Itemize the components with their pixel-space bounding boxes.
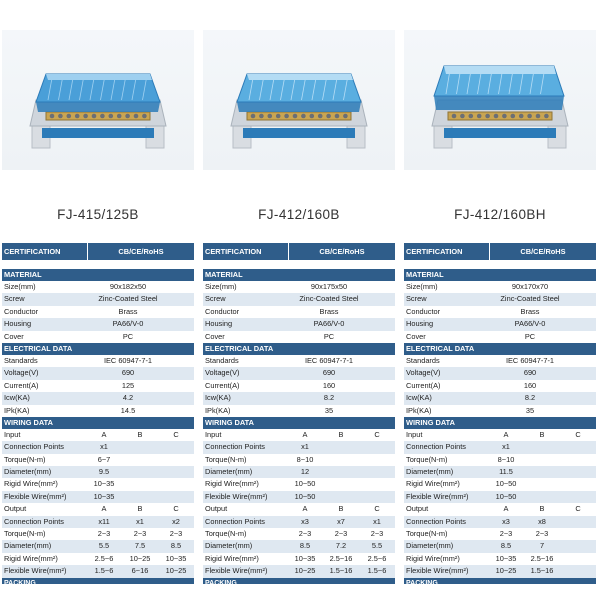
spec-value: 90x182x50 (109, 282, 147, 291)
spec-key: Diameter(mm) (406, 541, 454, 551)
material-row (2, 306, 194, 318)
spec-value: A (302, 429, 308, 439)
spec-value: 8~10 (296, 454, 314, 464)
spec-key: Housing (205, 319, 233, 329)
material-row (404, 306, 596, 318)
model-name: FJ-412/160BH (454, 207, 546, 222)
electrical-row (2, 355, 194, 367)
spec-key: Flexible Wire(mm²) (4, 566, 67, 576)
spec-value: 10~50 (294, 479, 316, 489)
product-photo (404, 30, 596, 170)
spec-key: Voltage(V) (406, 368, 441, 378)
wiring-row (2, 441, 194, 453)
spec-value: Zinc-Coated Steel (299, 294, 359, 304)
model-name: FJ-412/160B (258, 207, 340, 222)
spec-value: 8.2 (323, 393, 335, 403)
spec-key: Input (406, 429, 423, 439)
spec-value: x1 (100, 442, 108, 452)
spec-key: Input (4, 429, 21, 439)
spec-value: 2.5~16 (329, 553, 353, 563)
electrical-row (404, 392, 596, 404)
spec-key: Flexible Wire(mm²) (4, 491, 67, 501)
wiring-header: WIRING DATA (203, 417, 395, 429)
spec-value: 690 (523, 368, 537, 378)
spec-value: B (338, 504, 344, 514)
electrical-header: ELECTRICAL DATA (203, 343, 395, 355)
electrical-row (404, 405, 596, 417)
spec-key: Screw (4, 294, 25, 304)
wiring-row (404, 454, 596, 466)
spec-value: 1.5~16 (530, 566, 554, 576)
material-row (2, 293, 194, 305)
spec-key: Diameter(mm) (4, 541, 52, 551)
spec-value: x1 (136, 516, 144, 526)
product-column (404, 0, 596, 612)
wiring-row (203, 516, 395, 528)
material-row (2, 281, 194, 293)
electrical-row (2, 380, 194, 392)
spec-value: 10~50 (294, 491, 316, 501)
wiring-row (2, 429, 194, 441)
wiring-row (404, 516, 596, 528)
spec-value: 10~50 (495, 479, 517, 489)
spec-key: Current(A) (406, 380, 441, 390)
electrical-row (2, 405, 194, 417)
spec-key: Standards (406, 355, 440, 365)
wiring-row (2, 516, 194, 528)
wiring-row (203, 553, 395, 565)
wiring-row (404, 540, 596, 552)
wiring-row (404, 429, 596, 441)
spec-key: Connection Points (205, 516, 265, 526)
spec-value: 5.5 (98, 541, 110, 551)
wiring-row (404, 553, 596, 565)
spec-value: 90x170x70 (511, 282, 549, 291)
spec-value: C (173, 429, 179, 439)
spec-value: 160 (322, 380, 336, 390)
wiring-row (404, 528, 596, 540)
spec-value: IEC 60947-7-1 (505, 355, 555, 365)
material-row (404, 331, 596, 343)
spec-value: C (575, 429, 581, 439)
spec-value: 160 (523, 380, 537, 390)
spec-key: Torque(N-m) (4, 454, 46, 464)
product-photo (203, 30, 395, 170)
distribution-block-illustration (203, 30, 395, 170)
spec-key: Icw(KA) (406, 393, 432, 403)
packing-header: PACKING (203, 578, 395, 584)
spec-value: 35 (525, 405, 535, 415)
spec-value: 2~3 (169, 529, 183, 539)
spec-value: C (374, 504, 380, 514)
spec-key: Current(A) (4, 380, 39, 390)
electrical-row (203, 405, 395, 417)
wiring-row (2, 553, 194, 565)
material-header: MATERIAL (2, 269, 194, 281)
wiring-row (404, 466, 596, 478)
spec-value: A (101, 504, 107, 514)
material-row (404, 318, 596, 330)
wiring-row (203, 503, 395, 515)
spec-value: 2~3 (298, 529, 312, 539)
spec-value: B (539, 504, 545, 514)
material-header: MATERIAL (203, 269, 395, 281)
wiring-row (203, 491, 395, 503)
spec-value: x8 (538, 516, 546, 526)
spec-value: 1.5~16 (329, 566, 353, 576)
spec-value: Zinc-Coated Steel (98, 294, 158, 304)
spec-key: Rigid Wire(mm²) (406, 479, 460, 489)
spec-value: 1.5~6 (367, 566, 387, 576)
spec-value: 12 (300, 467, 310, 477)
wiring-row (203, 528, 395, 540)
certification-value: CB/CE/RoHS (87, 243, 194, 260)
wiring-row (2, 491, 194, 503)
spec-key: Size(mm) (4, 282, 36, 291)
spec-key: Diameter(mm) (4, 467, 52, 477)
spec-key: Rigid Wire(mm²) (4, 553, 58, 563)
spec-value: 690 (121, 368, 135, 378)
spec-key: Rigid Wire(mm²) (406, 553, 460, 563)
wiring-header: WIRING DATA (404, 417, 596, 429)
wiring-row (203, 454, 395, 466)
spec-value: x1 (301, 442, 309, 452)
spec-value: 125 (121, 380, 135, 390)
spec-value: x1 (373, 516, 381, 526)
wiring-row (2, 454, 194, 466)
wiring-row (404, 491, 596, 503)
wiring-row (203, 478, 395, 490)
spec-value: 10~25 (294, 566, 316, 576)
spec-key: Output (205, 504, 228, 514)
spec-value: 2~3 (334, 529, 348, 539)
wiring-row (404, 565, 596, 577)
spec-key: Connection Points (406, 516, 466, 526)
spec-value: PA66/V-0 (112, 319, 144, 329)
wiring-row (2, 466, 194, 478)
electrical-row (203, 367, 395, 379)
spec-value: x3 (502, 516, 510, 526)
spec-value: C (374, 429, 380, 439)
material-row (203, 318, 395, 330)
spec-value: 6~7 (97, 454, 111, 464)
spec-key: Connection Points (4, 442, 64, 452)
spec-value: 8.2 (524, 393, 536, 403)
spec-key: Conductor (205, 306, 240, 316)
spec-key: Output (4, 504, 27, 514)
spec-key: Voltage(V) (4, 368, 39, 378)
material-row (404, 293, 596, 305)
material-row (203, 331, 395, 343)
material-row (2, 331, 194, 343)
electrical-header: ELECTRICAL DATA (2, 343, 194, 355)
spec-key: Cover (406, 331, 426, 341)
spec-value: 2.5~16 (530, 553, 554, 563)
distribution-block-illustration (404, 30, 596, 170)
spec-value: 7.2 (335, 541, 347, 551)
wiring-row (203, 565, 395, 577)
spec-value: 8.5 (299, 541, 311, 551)
spec-value: B (338, 429, 344, 439)
spec-value: x2 (172, 516, 180, 526)
wiring-header: WIRING DATA (2, 417, 194, 429)
spec-value: PC (323, 331, 335, 341)
spec-key: Cover (205, 331, 225, 341)
spec-value: 14.5 (120, 405, 136, 415)
spec-key: Torque(N-m) (205, 529, 247, 539)
spec-value: Brass (118, 306, 138, 316)
spec-key: Icw(KA) (205, 393, 231, 403)
product-photo (2, 30, 194, 170)
spec-value: 2~3 (370, 529, 384, 539)
spec-key: Size(mm) (205, 282, 237, 291)
spec-key: Torque(N-m) (406, 529, 448, 539)
wiring-row (2, 528, 194, 540)
spec-value: 1.5~6 (94, 566, 114, 576)
spec-value: Brass (520, 306, 540, 316)
electrical-row (203, 355, 395, 367)
spec-value: 4.2 (122, 393, 134, 403)
spec-key: IPk(KA) (205, 405, 231, 415)
electrical-row (2, 392, 194, 404)
spec-value: 9.5 (98, 467, 110, 477)
spec-key: Screw (205, 294, 226, 304)
material-row (404, 281, 596, 293)
wiring-row (404, 441, 596, 453)
spec-key: Output (406, 504, 429, 514)
spec-key: Housing (406, 319, 434, 329)
spec-key: Standards (4, 355, 38, 365)
spec-key: Voltage(V) (205, 368, 240, 378)
spec-value: 8~10 (497, 454, 515, 464)
spec-key: Diameter(mm) (205, 467, 253, 477)
certification-row (404, 243, 596, 260)
spec-key: Rigid Wire(mm²) (4, 479, 58, 489)
distribution-block-illustration (2, 30, 194, 170)
certification-value: CB/CE/RoHS (489, 243, 596, 260)
spec-key: Connection Points (205, 442, 265, 452)
model-name: FJ-415/125B (57, 207, 139, 222)
product-column (203, 0, 395, 612)
spec-value: 10~25 (495, 566, 517, 576)
spec-value: 8.5 (170, 541, 182, 551)
spec-value: Brass (319, 306, 339, 316)
spec-key: Rigid Wire(mm²) (205, 553, 259, 563)
spec-key: Torque(N-m) (4, 529, 46, 539)
spec-value: 5.5 (371, 541, 383, 551)
spec-value: 10~35 (294, 553, 316, 563)
electrical-header: ELECTRICAL DATA (404, 343, 596, 355)
spec-value: Zinc-Coated Steel (500, 294, 560, 304)
spec-value: 2.5~6 (94, 553, 114, 563)
spec-value: IEC 60947-7-1 (103, 355, 153, 365)
spec-value: 2~3 (97, 529, 111, 539)
certification-label: CERTIFICATION (205, 247, 262, 256)
spec-value: PA66/V-0 (514, 319, 546, 329)
spec-key: Flexible Wire(mm²) (406, 491, 469, 501)
spec-key: Rigid Wire(mm²) (205, 479, 259, 489)
spec-value: 2.5~6 (367, 553, 387, 563)
spec-value: 2~3 (133, 529, 147, 539)
spec-key: Conductor (406, 306, 441, 316)
spec-table (203, 243, 395, 584)
spec-value: 2~3 (499, 529, 513, 539)
certification-row (203, 243, 395, 260)
spec-key: Current(A) (205, 380, 240, 390)
spec-value: 2~3 (535, 529, 549, 539)
spec-value: A (503, 504, 509, 514)
spec-value: 10~35 (93, 491, 115, 501)
spec-key: Icw(KA) (4, 393, 30, 403)
electrical-row (404, 380, 596, 392)
certification-label: CERTIFICATION (406, 247, 463, 256)
material-header: MATERIAL (404, 269, 596, 281)
certification-value: CB/CE/RoHS (288, 243, 395, 260)
spec-value: A (101, 429, 107, 439)
wiring-row (203, 466, 395, 478)
spec-key: Connection Points (406, 442, 466, 452)
spec-value: 10~25 (165, 566, 187, 576)
spec-value: x3 (301, 516, 309, 526)
spec-key: Input (205, 429, 222, 439)
spec-key: Torque(N-m) (406, 454, 448, 464)
spec-value: C (575, 504, 581, 514)
material-row (203, 306, 395, 318)
wiring-row (404, 503, 596, 515)
spec-key: Housing (4, 319, 32, 329)
electrical-row (404, 355, 596, 367)
electrical-row (2, 367, 194, 379)
wiring-row (203, 429, 395, 441)
packing-header: PACKING (404, 578, 596, 584)
material-row (2, 318, 194, 330)
spec-key: Flexible Wire(mm²) (406, 566, 469, 576)
spec-value: x1 (502, 442, 510, 452)
wiring-row (2, 503, 194, 515)
spec-value: 6~16 (131, 566, 149, 576)
spec-key: Screw (406, 294, 427, 304)
spec-value: 10~35 (495, 553, 517, 563)
spec-value: 10~25 (129, 553, 151, 563)
spec-key: Standards (205, 355, 239, 365)
spec-value: 690 (322, 368, 336, 378)
spec-value: x11 (98, 516, 110, 526)
spec-value: A (503, 429, 509, 439)
spec-value: x7 (337, 516, 345, 526)
spec-value: 10~50 (495, 491, 517, 501)
spec-key: Flexible Wire(mm²) (205, 491, 268, 501)
spec-value: 10~35 (165, 553, 187, 563)
material-row (203, 293, 395, 305)
spec-value: 8.5 (500, 541, 512, 551)
spec-value: 7.5 (134, 541, 146, 551)
electrical-row (203, 392, 395, 404)
spec-key: Size(mm) (406, 282, 438, 291)
spec-value: C (173, 504, 179, 514)
electrical-row (203, 380, 395, 392)
material-row (203, 281, 395, 293)
spec-value: IEC 60947-7-1 (304, 355, 354, 365)
spec-key: Torque(N-m) (205, 454, 247, 464)
spec-key: IPk(KA) (4, 405, 30, 415)
spec-key: Flexible Wire(mm²) (205, 566, 268, 576)
spec-value: B (137, 504, 143, 514)
spec-value: 10~35 (93, 479, 115, 489)
spec-value: 7 (539, 541, 545, 551)
spec-value: B (137, 429, 143, 439)
spec-key: IPk(KA) (406, 405, 432, 415)
spec-value: 35 (324, 405, 334, 415)
wiring-row (203, 441, 395, 453)
spec-value: B (539, 429, 545, 439)
spec-table (2, 243, 194, 584)
wiring-row (404, 478, 596, 490)
spec-key: Cover (4, 331, 24, 341)
packing-header: PACKING (2, 578, 194, 584)
spec-key: Connection Points (4, 516, 64, 526)
spec-value: A (302, 504, 308, 514)
spec-key: Diameter(mm) (205, 541, 253, 551)
certification-label: CERTIFICATION (4, 247, 61, 256)
spec-value: 90x175x50 (310, 282, 348, 291)
spec-key: Diameter(mm) (406, 467, 454, 477)
spec-value: 11.5 (499, 467, 513, 477)
spec-value: PC (122, 331, 134, 341)
wiring-row (203, 540, 395, 552)
spec-table (404, 243, 596, 584)
wiring-row (2, 478, 194, 490)
wiring-row (2, 565, 194, 577)
electrical-row (404, 367, 596, 379)
spec-value: PC (524, 331, 536, 341)
certification-row (2, 243, 194, 260)
product-column (2, 0, 194, 612)
spec-key: Conductor (4, 306, 39, 316)
wiring-row (2, 540, 194, 552)
spec-value: PA66/V-0 (313, 319, 345, 329)
